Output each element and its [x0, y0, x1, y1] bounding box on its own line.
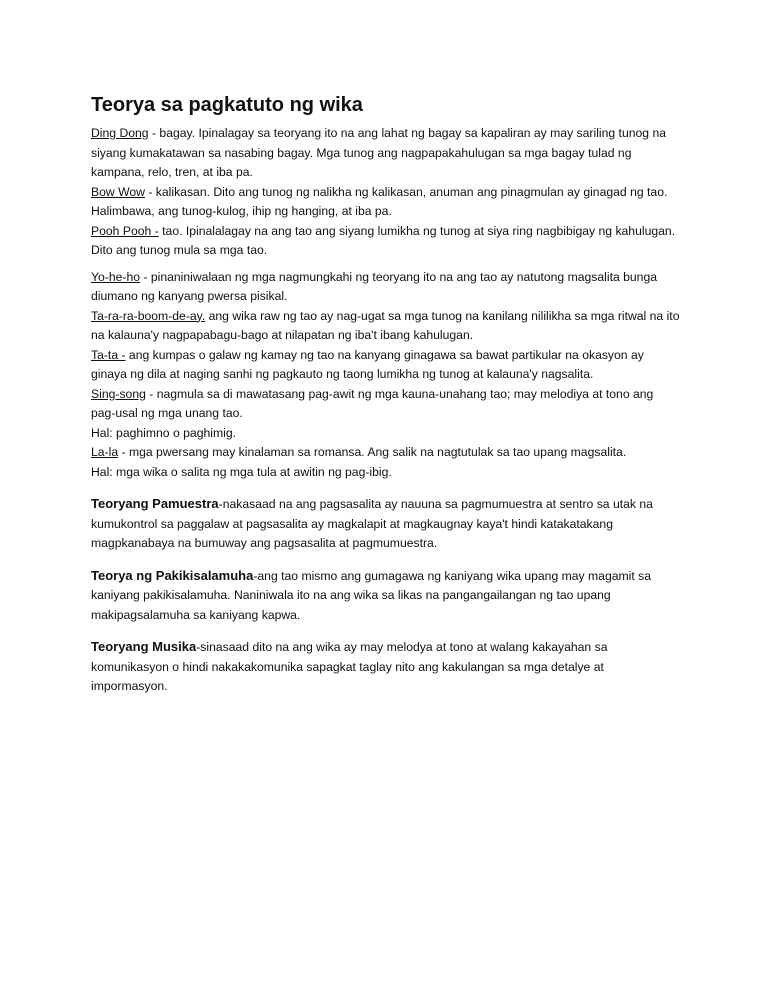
term-pooh-pooh: Pooh Pooh -	[91, 223, 159, 238]
term-musika: Teoryang Musika	[91, 639, 197, 654]
term-bow-wow: Bow Wow	[91, 184, 145, 199]
spacer	[91, 482, 681, 494]
definition-bow-wow: - kalikasan. Dito ang tunog ng nalikha ng kalikasan, anuman ang pinagmulan ay ginagad ng tao. Halimbawa, ang tunog-kulog, ihip ng hanging, at iba pa.	[91, 184, 668, 218]
theory-la-la	[91, 443, 681, 463]
theory-musika	[91, 637, 681, 697]
theory-ta-ta	[91, 346, 681, 385]
theory-yo-he-ho	[91, 268, 681, 307]
definition-musika: -sinasaad dito na ang wika ay may melodya at tono at walang kakayahan sa komunikasyon o hindi nakakakomunika sapagkat taglay nito ang kakulangan sa mga detalye at impormasyon.	[91, 640, 608, 693]
definition-pamuestra: -nakasaad na ang pagsasalita ay nauuna sa pagmumuestra at sentro sa utak na kumukontrol sa paggalaw at pagsasalita ay magkalapit at magkaugnay kaya't hindi katakatakang magpkanabaya na bumuway ang pagsasalita at pagmumuestra.	[91, 497, 653, 550]
term-sing-song: Sing-song	[91, 386, 146, 401]
term-la-la: La-la	[91, 445, 119, 459]
spacer	[91, 554, 681, 566]
term-ding-dong: Ding Dong	[91, 126, 149, 140]
example-la-la	[91, 463, 681, 483]
example-sing-song	[91, 424, 681, 444]
theory-ta-ra-ra-boom-de-ay	[91, 307, 681, 346]
definition-pooh-pooh: tao. Ipinalalagay na ang tao ang siyang lumikha ng tunog at siya ring nagbibigay ng kahulugan. Dito ang tunog mula sa mga tao.	[91, 223, 676, 257]
theory-bow-wow	[91, 183, 681, 222]
term-ta-ta: Ta-ta -	[91, 347, 126, 362]
term-yo-he-ho: Yo-he-ho	[91, 269, 141, 284]
spacer	[91, 261, 681, 268]
definition-ta-ra-ra-boom-de-ay: ang wika raw ng tao ay nag-ugat sa mga tunog na kanilang nililikha sa mga ritwal na ito na kalauna'y nagpapabagu-bago at nilapatan ng iba't ibang kahulugan.	[91, 308, 680, 342]
theory-pamuestra	[91, 494, 681, 554]
spacer	[91, 625, 681, 637]
theory-sing-song	[91, 385, 681, 424]
definition-yo-he-ho: - pinaniniwalaan ng mga nagmungkahi ng teoryang ito na ang tao ay natutong magsalita bunga diumano ng kanyang pwersa pisikal.	[91, 269, 658, 303]
document-body	[91, 92, 681, 697]
theory-pooh-pooh	[91, 222, 681, 261]
definition-ta-ta: ang kumpas o galaw ng kamay ng tao na kanyang ginagawa sa bawat partikular na okasyon ay ginaya ng dila at naging sanhi ng pagkauto ng taong lumikha ng tunog at kalauna'y nagsalita.	[91, 347, 644, 381]
theory-ding-dong	[91, 124, 681, 183]
term-pakikisalamuha: Teorya ng Pakikisalamuha	[91, 567, 254, 583]
term-pamuestra: Teoryang Pamuestra	[91, 496, 219, 511]
theory-pakikisalamuha	[91, 566, 681, 626]
example-text: Hal: mga wika o salita ng mga tula at awitin ng pag-ibig.	[91, 464, 392, 479]
definition-sing-song: - nagmula sa di mawatasang pag-awit ng mga kauna-unahang tao; may melodiya at tono ang pag-usal ng mga unang tao.	[91, 386, 654, 420]
document-title: Teorya sa pagkatuto ng wika	[91, 94, 363, 116]
term-ta-ra-ra-boom-de-ay: Ta-ra-ra-boom-de-ay.	[91, 308, 206, 323]
definition-ding-dong: - bagay. Ipinalagay sa teoryang ito na ang lahat ng bagay sa kapaliran ay may sariling tunog na siyang kumakatawan sa nasabing bagay. Mga tunog ang nagpapakahulugan sa mga bagay tulad ng kampana, relo, tren, at iba pa.	[91, 126, 666, 179]
definition-la-la: - mga pwersang may kinalaman sa romansa. Ang salik na nagtutulak sa tao upang magsalita.	[118, 445, 627, 459]
definition-pakikisalamuha: -ang tao mismo ang gumagawa ng kaniyang wika upang may magamit sa kaniyang pakikisalamuha. Naniniwala ito na ang wika sa likas na pangangailangan ng tao upang makipagsalamuha sa kaniyang kapwa.	[91, 568, 652, 622]
example-text: Hal: paghimno o paghimig.	[91, 425, 236, 440]
